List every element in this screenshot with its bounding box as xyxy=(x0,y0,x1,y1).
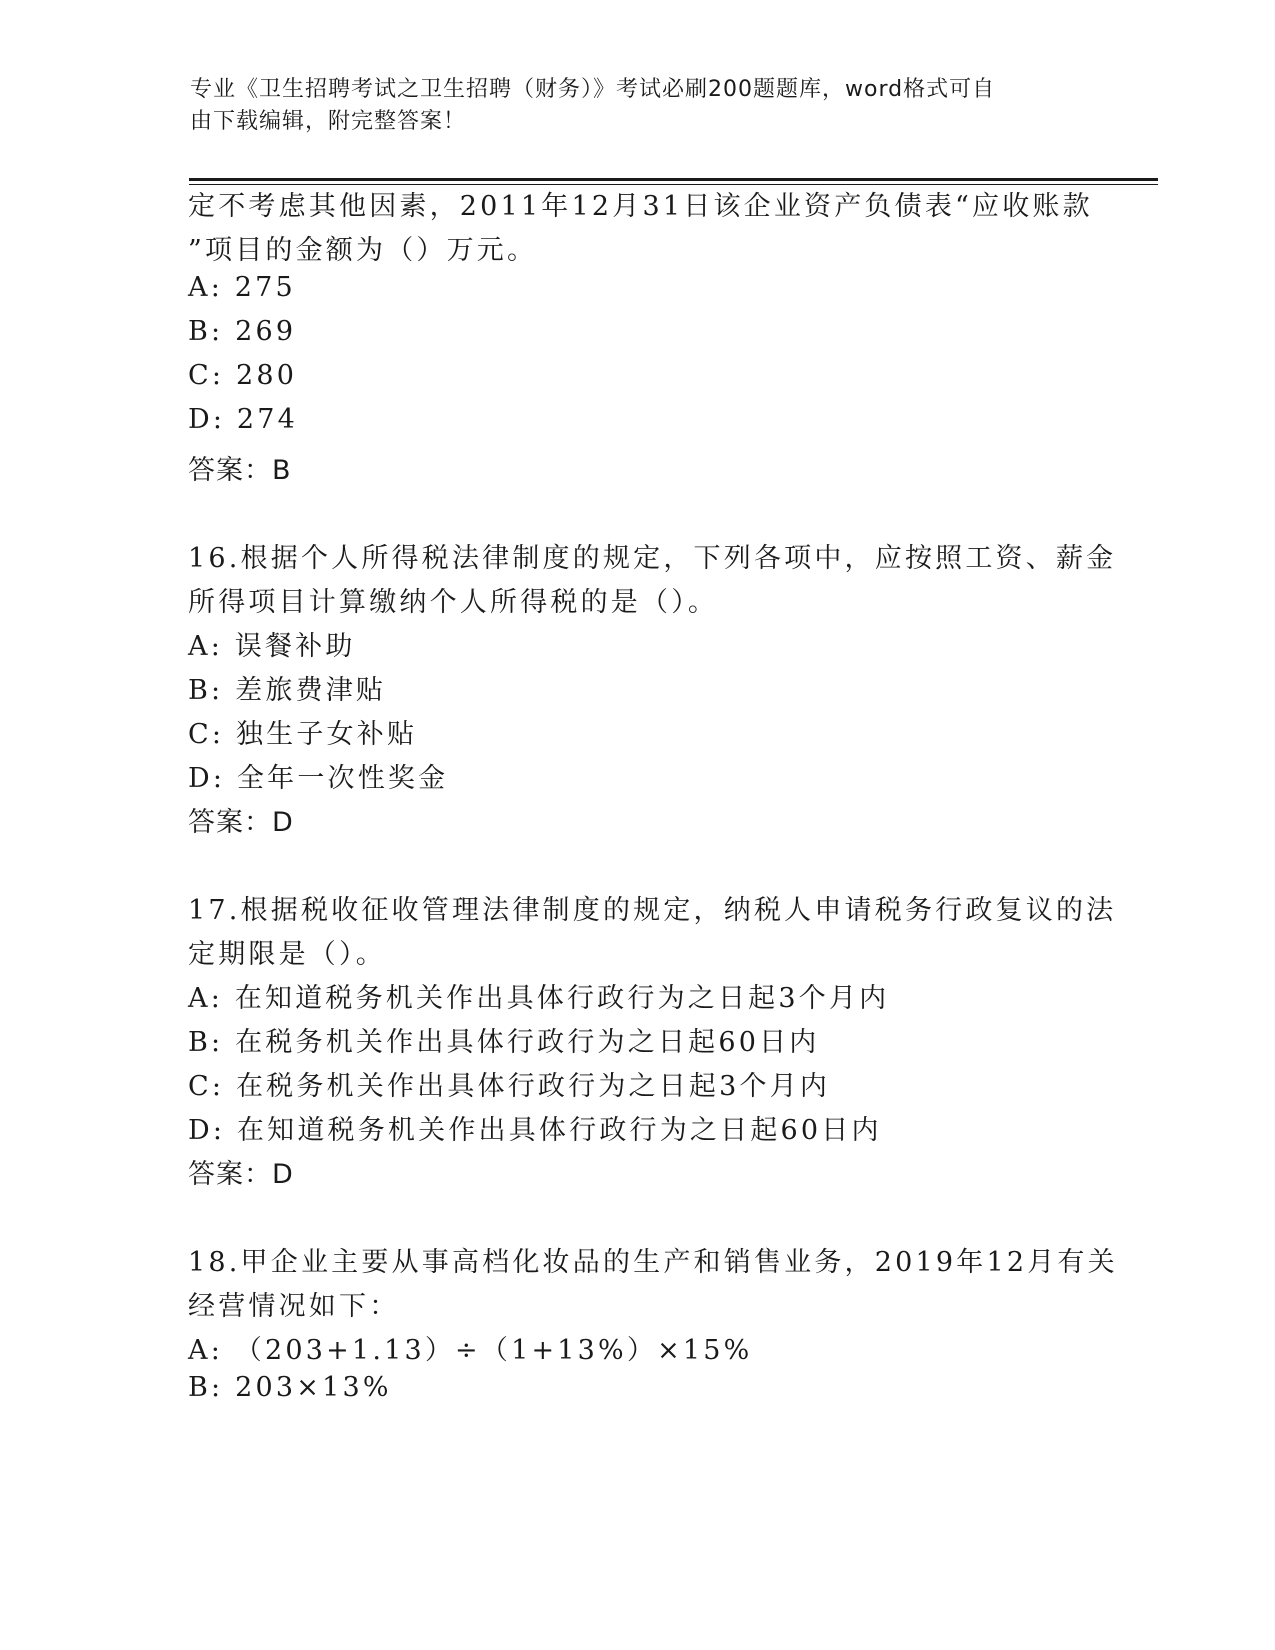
option-d: D: 全年一次性奖金 xyxy=(188,763,449,794)
header-title-line-2: 由下载编辑，附完整答案！ xyxy=(190,109,467,134)
option-c: C: 280 xyxy=(188,360,298,391)
option-d: D: 在知道税务机关作出具体行政行为之日起60日内 xyxy=(188,1115,882,1146)
header-title-line-1: 专业《卫生招聘考试之卫生招聘（财务）》考试必刷200题题库，word格式可自 xyxy=(190,77,996,102)
answer-line: 答案：D xyxy=(188,1159,294,1190)
option-b: B: 203×13% xyxy=(188,1372,392,1403)
header-divider-thick xyxy=(189,178,1158,181)
question-text-line: 17.根据税收征收管理法律制度的规定，纳税人申请税务行政复议的法 xyxy=(188,895,1117,926)
option-a: A: 275 xyxy=(188,272,296,303)
option-b: B: 差旅费津贴 xyxy=(188,675,387,706)
option-b: B: 269 xyxy=(188,316,297,347)
option-d: D: 274 xyxy=(188,404,299,435)
option-a: A: 在知道税务机关作出具体行政行为之日起3个月内 xyxy=(188,983,890,1014)
question-text-line: 定不考虑其他因素，2011年12月31日该企业资产负债表“应收账款 xyxy=(188,191,1093,222)
option-a: A: （203+1.13）÷（1+13%）×15% xyxy=(188,1335,753,1366)
answer-line: 答案：D xyxy=(188,807,294,838)
document-header xyxy=(190,74,1090,138)
answer-line: 答案：B xyxy=(188,455,292,486)
question-text-line: 经营情况如下： xyxy=(188,1291,400,1322)
question-text-line: 18.甲企业主要从事高档化妆品的生产和销售业务，2019年12月有关 xyxy=(188,1247,1118,1278)
question-text-line: 所得项目计算缴纳个人所得税的是（）。 xyxy=(188,587,719,618)
option-b: B: 在税务机关作出具体行政行为之日起60日内 xyxy=(188,1027,820,1058)
question-text-line: 16.根据个人所得税法律制度的规定，下列各项中，应按照工资、薪金 xyxy=(188,543,1117,574)
question-text-line: 定期限是（）。 xyxy=(188,939,386,970)
option-a: A: 误餐补助 xyxy=(188,631,356,662)
question-text-line: ”项目的金额为（）万元。 xyxy=(188,235,538,266)
option-c: C: 独生子女补贴 xyxy=(188,719,418,750)
option-c: C: 在税务机关作出具体行政行为之日起3个月内 xyxy=(188,1071,831,1102)
